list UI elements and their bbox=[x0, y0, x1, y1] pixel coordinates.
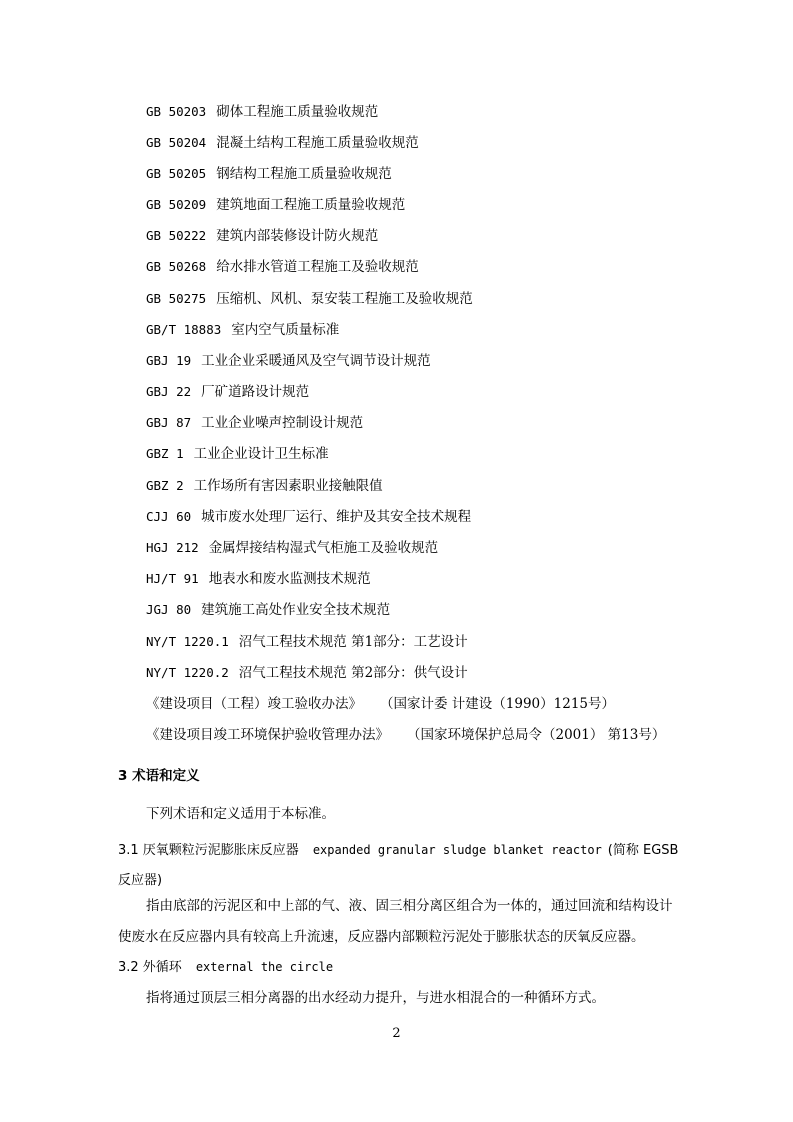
reference-item bbox=[146, 570, 371, 588]
standard-code: NY/T 1220.2 bbox=[146, 665, 229, 680]
reference-item bbox=[146, 383, 309, 401]
reference-item bbox=[146, 352, 431, 370]
standard-title: 厂矿道路设计规范 bbox=[201, 384, 310, 400]
reference-item bbox=[146, 445, 329, 463]
page-number: 2 bbox=[392, 1026, 401, 1041]
standard-title: 工作场所有害因素职业接触限值 bbox=[193, 478, 383, 494]
standard-code: GB 50209 bbox=[146, 197, 207, 212]
standard-code: GBJ 19 bbox=[146, 353, 192, 368]
standard-title: 工业企业采暖通风及空气调节设计规范 bbox=[201, 353, 431, 369]
reference-item bbox=[146, 165, 392, 183]
regulation-title: 《建设项目（工程）竣工验收办法》 bbox=[146, 696, 362, 712]
reference-item bbox=[146, 227, 378, 245]
term-number-title: 3.1 厌氧颗粒污泥膨胀床反应器 bbox=[118, 843, 299, 858]
standard-code: GB 50205 bbox=[146, 166, 207, 181]
term-heading bbox=[118, 958, 333, 977]
term-definition: 指将通过顶层三相分离器的出水经动力提升，与进水相混合的一种循环方式。 bbox=[146, 990, 605, 1006]
standard-code: GBZ 1 bbox=[146, 446, 184, 461]
regulation-title: 《建设项目竣工环境保护验收管理办法》 bbox=[146, 727, 389, 743]
standard-code: GBJ 22 bbox=[146, 384, 192, 399]
standard-code: GB 50222 bbox=[146, 228, 207, 243]
section-heading: 3 术语和定义 bbox=[118, 768, 200, 784]
standard-title: 工业企业设计卫生标准 bbox=[193, 446, 329, 462]
standard-title: 城市废水处理厂运行、维护及其安全技术规程 bbox=[201, 509, 472, 525]
regulation-issuer: （国家计委 计建设（1990）1215号） bbox=[380, 696, 616, 712]
reference-item bbox=[146, 695, 615, 713]
reference-item bbox=[146, 508, 471, 526]
standard-title: 建筑地面工程施工质量验收规范 bbox=[216, 197, 406, 213]
reference-item bbox=[146, 321, 339, 339]
term-definition: 指由底部的污泥区和中上部的气、液、固三相分离区组合为一体的，通过回流和结构设计使废水在反应器内具有较高上升流速，反应器内部颗粒污泥处于膨胀状态的厌氧反应器。 bbox=[118, 898, 673, 945]
term-heading-continuation: 反应器) bbox=[118, 873, 163, 888]
standard-code: HGJ 212 bbox=[146, 540, 199, 555]
standard-code: CJJ 60 bbox=[146, 509, 192, 524]
standard-title: 沼气工程技术规范 第1部分：工艺设计 bbox=[238, 634, 468, 650]
standard-code: GB 50204 bbox=[146, 135, 207, 150]
standard-code: GB 50203 bbox=[146, 104, 207, 119]
regulation-issuer: （国家环境保护总局令（2001） 第13号） bbox=[407, 727, 666, 743]
reference-item bbox=[146, 664, 468, 682]
standard-title: 砌体工程施工质量验收规范 bbox=[216, 104, 379, 120]
standard-code: GB 50268 bbox=[146, 259, 207, 274]
reference-item bbox=[146, 601, 390, 619]
standard-code: GB/T 18883 bbox=[146, 322, 222, 337]
standard-title: 地表水和废水监测技术规范 bbox=[208, 571, 371, 587]
standard-code: GBJ 87 bbox=[146, 415, 192, 430]
standard-code: GBZ 2 bbox=[146, 478, 184, 493]
reference-item bbox=[146, 290, 473, 308]
term-english: external the circle bbox=[195, 960, 334, 974]
standard-title: 金属焊接结构湿式气柜施工及验收规范 bbox=[208, 540, 439, 556]
reference-item bbox=[146, 539, 438, 557]
standard-title: 给水排水管道工程施工及验收规范 bbox=[216, 259, 419, 275]
term-english: expanded granular sludge blanket reactor bbox=[312, 843, 602, 857]
reference-item bbox=[146, 633, 468, 651]
reference-item bbox=[146, 196, 405, 214]
reference-item bbox=[146, 134, 419, 152]
standard-code: GB 50275 bbox=[146, 291, 207, 306]
term-number-title: 3.2 外循环 bbox=[118, 960, 182, 975]
standard-title: 建筑内部装修设计防火规范 bbox=[216, 228, 379, 244]
reference-item bbox=[146, 726, 665, 744]
standard-title: 钢结构工程施工质量验收规范 bbox=[216, 166, 392, 182]
standard-title: 压缩机、风机、泵安装工程施工及验收规范 bbox=[216, 291, 473, 307]
standard-title: 室内空气质量标准 bbox=[231, 322, 340, 338]
standard-title: 沼气工程技术规范 第2部分：供气设计 bbox=[238, 665, 468, 681]
standard-code: JGJ 80 bbox=[146, 602, 192, 617]
term-heading bbox=[118, 841, 678, 860]
standard-code: NY/T 1220.1 bbox=[146, 634, 229, 649]
standard-code: HJ/T 91 bbox=[146, 571, 199, 586]
standard-title: 混凝土结构工程施工质量验收规范 bbox=[216, 135, 419, 151]
standard-title: 建筑施工高处作业安全技术规范 bbox=[201, 602, 391, 618]
reference-item bbox=[146, 103, 378, 121]
standard-title: 工业企业噪声控制设计规范 bbox=[201, 415, 364, 431]
reference-item bbox=[146, 258, 419, 276]
term-abbreviation: (简称 EGSB bbox=[607, 843, 679, 858]
reference-item bbox=[146, 477, 383, 495]
section-intro: 下列术语和定义适用于本标准。 bbox=[146, 806, 335, 822]
reference-item bbox=[146, 414, 363, 432]
